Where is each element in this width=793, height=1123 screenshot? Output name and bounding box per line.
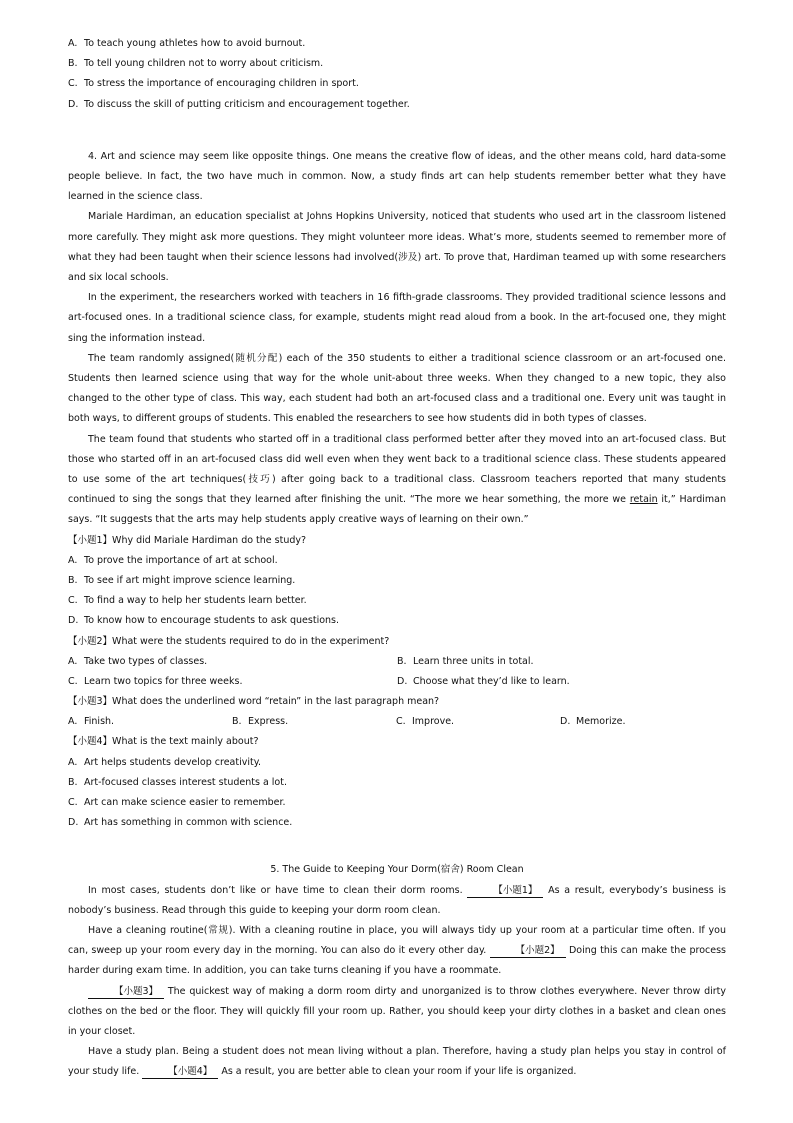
document-page	[68, 34, 726, 1083]
option-row[interactable]: C. To find a way to help her students learn better.	[68, 595, 307, 607]
option-row[interactable]: A. Art helps students develop creativity.	[68, 756, 262, 768]
question-stem: 【小题3】What does the underlined word “retain” in the last paragraph mean?	[68, 696, 440, 708]
question-4	[68, 732, 726, 833]
option-row[interactable]: D. Choose what they’d like to learn.	[397, 675, 570, 687]
option-row[interactable]: B. Learn three units in total.	[397, 655, 534, 667]
option-row: A. To teach young athletes how to avoid burnout.	[68, 38, 306, 49]
passage-5	[68, 881, 726, 1083]
question-3	[68, 692, 726, 732]
answer-blank-2[interactable]: 【小题2】	[490, 945, 566, 958]
previous-question-options	[68, 34, 726, 115]
paragraph: The team randomly assigned(随机分配) each of the 350 students to either a traditional science classroom or an art-focused one. Students then learned science using that way for the whole unit-about three weeks. When they changed to a new topic, they also changed to the other type of class. This way, each student had both an art-focused class and a traditional one. Every unit was taught in both ways, to different groups of students. This enabled the researchers to see how students did in both types of classes.	[68, 352, 726, 425]
question-2	[68, 632, 726, 693]
option-row[interactable]: C. Improve.	[396, 716, 455, 728]
option-row[interactable]: C. Art can make science easier to remember.	[68, 797, 286, 809]
question-1	[68, 531, 726, 632]
option-row: B. To tell young children not to worry about criticism.	[68, 58, 324, 70]
underlined-word: retain	[629, 494, 658, 506]
paragraph: 4. Art and science may seem like opposite things. One means the creative flow of ideas, and the other means cold, hard data-some people believe. In fact, the two have much in common. Now, a study finds art can help students remember better what they have learned in the science class.	[68, 150, 726, 203]
option-row[interactable]: A. Take two types of classes.	[68, 655, 208, 667]
paragraph: The team found that students who started off in a traditional class performed better after they moved into an art-focused class. But those who started off in an art-focused class did well even when they went back to a traditional science class. These students appeared to use some of the art techniques(技巧) after going back to a traditional class. Classroom teachers reported that many students continued to sing the songs that they learned after finishing the unit. “The more we hear something, the more we retain it,” Hardiman says. “It suggests that the arts may help students apply creative ways of learning on their own.”	[68, 433, 726, 526]
passage-5-title: 5. The Guide to Keeping Your Dorm(宿舍) Room Clean	[270, 864, 524, 876]
paragraph: 【小题3】 The quickest way of making a dorm room dirty and unorganized is to throw clothes everywhere. Never throw dirty clothes on the bed or the floor. They will quickly fill your room up. Rather, you should keep your dirty clothes in a basket and clean ones in your closet.	[68, 985, 726, 1038]
option-row[interactable]: D. Art has something in common with science.	[68, 817, 293, 829]
paragraph: In most cases, students don’t like or have time to clean their dorm rooms. 【小题1】 As a result, everybody’s business is nobody’s business. Read through this guide to keeping your dorm room clean.	[68, 884, 726, 916]
option-row[interactable]: C. Learn two topics for three weeks.	[68, 675, 243, 687]
option-row[interactable]: B. To see if art might improve science learning.	[68, 574, 296, 586]
question-stem: 【小题2】What were the students required to do in the experiment?	[68, 635, 390, 647]
question-stem: 【小题1】Why did Mariale Hardiman do the study?	[68, 534, 307, 546]
option-row[interactable]: B. Art-focused classes interest students a lot.	[68, 776, 287, 788]
option-row: D. To discuss the skill of putting criticism and encouragement together.	[68, 98, 410, 110]
option-row[interactable]: D. To know how to encourage students to ask questions.	[68, 615, 340, 627]
question-stem: 【小题4】What is the text mainly about?	[68, 736, 259, 748]
paragraph: Have a study plan. Being a student does not mean living without a plan. Therefore, having a study plan helps you stay in control of your study life. 【小题4】 As a result, you are better able to clean your room if your life is organized.	[68, 1046, 726, 1078]
option-row[interactable]: B. Express.	[232, 716, 289, 728]
option-row[interactable]: A. To prove the importance of art at school.	[68, 554, 278, 566]
option-row[interactable]: A. Finish.	[68, 716, 115, 728]
answer-blank-1[interactable]: 【小题1】	[467, 885, 543, 898]
paragraph: Mariale Hardiman, an education specialist at Johns Hopkins University, noticed that students who used art in the classroom listened more carefully. They might ask more questions. They might volunteer more ideas. What’s more, students seemed to remember more of what they had been taught when their science lessons had involved(涉及) art. To prove that, Hardiman teamed up with some researchers and six local schools.	[68, 211, 726, 283]
option-row: C. To stress the importance of encouraging children in sport.	[68, 78, 359, 90]
answer-blank-3[interactable]: 【小题3】	[88, 986, 164, 999]
paragraph: Have a cleaning routine(常规). With a cleaning routine in place, you will always tidy up your room at a particular time often. If you can, sweep up your room every day in the morning. You can also do it every other day. 【小题2】 Doing this can make the process harder during exam time. In addition, you can take turns cleaning if you have a roommate.	[68, 925, 726, 977]
passage-4	[68, 147, 726, 531]
option-row[interactable]: D. Memorize.	[560, 716, 626, 728]
answer-blank-4[interactable]: 【小题4】	[142, 1066, 218, 1079]
paragraph: In the experiment, the researchers worked with teachers in 16 fifth-grade classrooms. They provided traditional science lessons and art-focused ones. In a traditional science class, for example, students might read aloud from a book. In the art-focused one, they might sing the information instead.	[68, 292, 726, 344]
